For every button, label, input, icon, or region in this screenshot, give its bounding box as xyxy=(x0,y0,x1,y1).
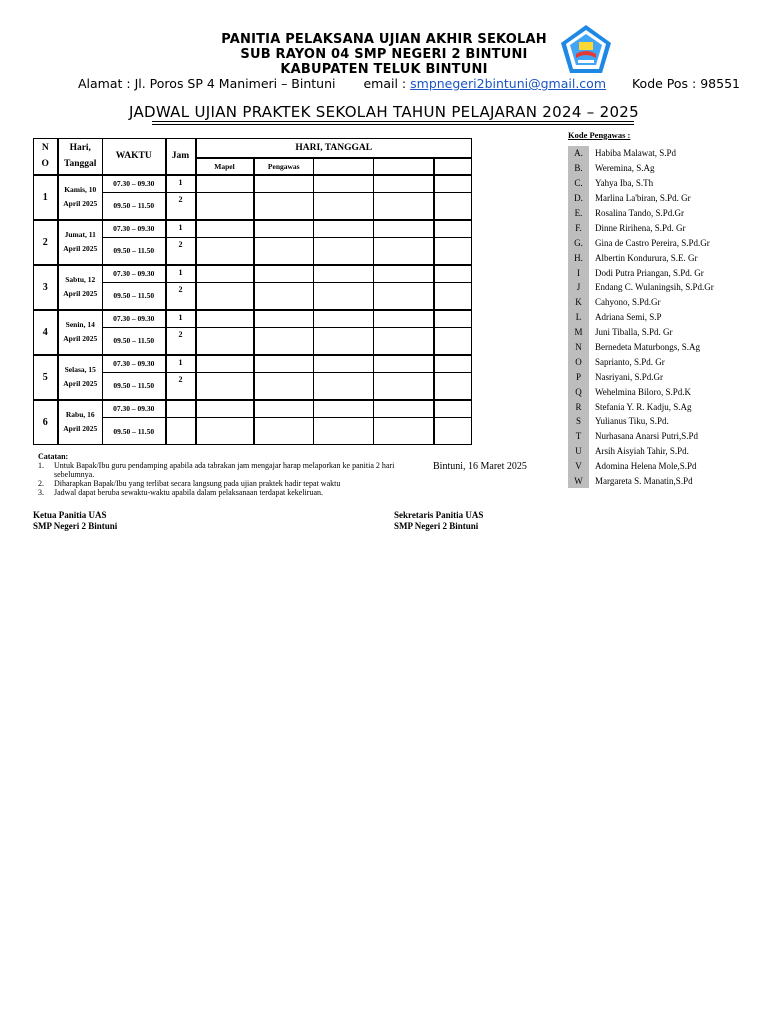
supervisor-name: Arsih Aisyiah Tahir, S.Pd. xyxy=(595,446,689,457)
signature-left-org: SMP Negeri 2 Bintuni xyxy=(33,521,118,531)
table-row xyxy=(34,220,472,238)
row-empty-cell[interactable] xyxy=(314,310,374,328)
list-item xyxy=(568,280,714,295)
supervisor-code: O xyxy=(568,354,589,369)
row-empty-cell[interactable] xyxy=(434,400,472,418)
row-time-1: 07.30 – 09.30 xyxy=(103,400,166,418)
committee-name: PANITIA PELAKSANA UJIAN AKHIR SEKOLAH xyxy=(221,32,547,47)
row-empty-cell[interactable] xyxy=(374,193,434,220)
row-mapel-cell[interactable] xyxy=(196,283,254,310)
note-text: Diharapkan Bapak/Ibu yang terlibat secara langsung pada ujian praktek hadir tepat waktu xyxy=(54,479,341,488)
supervisor-name: Saprianto, S.Pd. Gr xyxy=(595,356,665,367)
row-day: Rabu, 16 April 2025 xyxy=(58,400,103,445)
list-item xyxy=(568,265,714,280)
row-number: 1 xyxy=(34,175,58,220)
row-number: 3 xyxy=(34,265,58,310)
row-empty-cell[interactable] xyxy=(434,355,472,373)
row-pengawas-cell[interactable] xyxy=(254,310,314,328)
row-empty-cell[interactable] xyxy=(314,220,374,238)
row-pengawas-cell[interactable] xyxy=(254,238,314,265)
table-row xyxy=(34,175,472,193)
sub-rayon: SUB RAYON 04 SMP NEGERI 2 BINTUNI xyxy=(240,47,528,62)
header-no: N O xyxy=(34,139,58,175)
header-jam: Jam xyxy=(166,139,196,175)
row-empty-cell[interactable] xyxy=(374,328,434,355)
row-jam-1: 1 xyxy=(166,175,196,193)
row-mapel-cell[interactable] xyxy=(196,373,254,400)
header-mapel: Mapel xyxy=(196,158,254,175)
row-empty-cell[interactable] xyxy=(434,418,472,445)
supervisor-code: I xyxy=(568,265,589,280)
table-row xyxy=(34,400,472,418)
row-jam-1: 1 xyxy=(166,220,196,238)
signature-left-title: Ketua Panitia UAS xyxy=(33,510,107,520)
kode-pengawas-title: Kode Pengawas : xyxy=(568,130,631,140)
email-link[interactable]: smpnegeri2bintuni@gmail.com xyxy=(410,76,607,91)
row-empty-cell[interactable] xyxy=(314,193,374,220)
supervisor-code: E. xyxy=(568,206,589,221)
list-item xyxy=(568,414,714,429)
supervisor-code: S xyxy=(568,414,589,429)
row-empty-cell[interactable] xyxy=(374,418,434,445)
list-item xyxy=(568,325,714,340)
list-item xyxy=(568,459,714,474)
row-empty-cell[interactable] xyxy=(434,265,472,283)
supervisor-name: Wehelmina Biloro, S.Pd.K xyxy=(595,386,692,397)
list-item xyxy=(568,176,714,191)
header-date-group: HARI, TANGGAL xyxy=(196,139,472,158)
note-number: 1. xyxy=(38,461,44,470)
list-item xyxy=(568,220,714,235)
supervisor-code: V xyxy=(568,459,589,474)
row-empty-cell[interactable] xyxy=(314,283,374,310)
row-jam-2: 2 xyxy=(166,328,196,355)
list-item xyxy=(568,235,714,250)
supervisor-code: H. xyxy=(568,250,589,265)
row-day: Kamis, 10 April 2025 xyxy=(58,175,103,220)
list-item xyxy=(568,399,714,414)
supervisor-name: Dinne Ririhena, S.Pd. Gr xyxy=(595,222,686,233)
row-day: Sabtu, 12 April 2025 xyxy=(58,265,103,310)
supervisor-name: Habiba Malawat, S.Pd xyxy=(595,148,676,159)
row-empty-cell[interactable] xyxy=(314,373,374,400)
title-rule-thin xyxy=(152,124,634,125)
row-time-2: 09.50 – 11.50 xyxy=(103,238,166,265)
row-pengawas-cell[interactable] xyxy=(254,373,314,400)
supervisor-name: Marlina La'biran, S.Pd. Gr xyxy=(595,193,691,204)
row-time-2: 09.50 – 11.50 xyxy=(103,283,166,310)
header-empty xyxy=(374,158,434,175)
row-empty-cell[interactable] xyxy=(374,238,434,265)
row-time-1: 07.30 – 09.30 xyxy=(103,355,166,373)
row-empty-cell[interactable] xyxy=(374,175,434,193)
supervisor-name: Albertin Kondurura, S.E. Gr xyxy=(595,252,698,263)
row-empty-cell[interactable] xyxy=(434,373,472,400)
supervisor-code: M xyxy=(568,325,589,340)
list-item xyxy=(568,340,714,355)
row-number: 6 xyxy=(34,400,58,445)
supervisor-code: C. xyxy=(568,176,589,191)
row-empty-cell[interactable] xyxy=(374,220,434,238)
row-day: Senin, 14 April 2025 xyxy=(58,310,103,355)
note-number: 3. xyxy=(38,488,44,497)
list-item xyxy=(568,310,714,325)
supervisor-code: D. xyxy=(568,191,589,206)
row-day: Selasa, 15 April 2025 xyxy=(58,355,103,400)
supervisor-name: Juni Tiballa, S.Pd. Gr xyxy=(595,327,673,338)
table-row xyxy=(34,310,472,328)
supervisor-code: N xyxy=(568,340,589,355)
table-row xyxy=(34,355,472,373)
school-logo xyxy=(560,24,612,74)
row-pengawas-cell[interactable] xyxy=(254,220,314,238)
row-jam-2: 2 xyxy=(166,283,196,310)
regency: KABUPATEN TELUK BINTUNI xyxy=(280,62,488,77)
supervisor-code: A. xyxy=(568,146,589,161)
supervisor-code: P xyxy=(568,369,589,384)
row-pengawas-cell[interactable] xyxy=(254,175,314,193)
row-pengawas-cell[interactable] xyxy=(254,265,314,283)
supervisor-name: Yulianus Tiku, S.Pd. xyxy=(595,416,669,427)
row-empty-cell[interactable] xyxy=(314,265,374,283)
supervisor-name: Cahyono, S.Pd.Gr xyxy=(595,297,661,308)
row-pengawas-cell[interactable] xyxy=(254,418,314,445)
supervisor-name: Weremina, S.Ag xyxy=(595,163,655,174)
note-item xyxy=(38,461,418,479)
row-jam-1: 1 xyxy=(166,310,196,328)
header-empty xyxy=(314,158,374,175)
row-mapel-cell[interactable] xyxy=(196,175,254,193)
supervisor-code: B. xyxy=(568,161,589,176)
row-empty-cell[interactable] xyxy=(434,328,472,355)
list-item xyxy=(568,354,714,369)
list-item xyxy=(568,444,714,459)
header-day: Hari, Tanggal xyxy=(58,139,103,175)
header-empty xyxy=(434,158,472,175)
row-empty-cell[interactable] xyxy=(374,373,434,400)
row-number: 4 xyxy=(34,310,58,355)
row-jam-2: 2 xyxy=(166,238,196,265)
row-pengawas-cell[interactable] xyxy=(254,328,314,355)
note-text: Jadwal dapat beruba sewaktu-waktu apabila dalam pelaksanaan terdapat kekeliruan. xyxy=(54,488,323,497)
supervisor-name: Endang C. Wulaningsih, S.Pd.Gr xyxy=(595,282,714,293)
row-empty-cell[interactable] xyxy=(314,418,374,445)
row-jam-2: 2 xyxy=(166,373,196,400)
address: Alamat : Jl. Poros SP 4 Manimeri – Bintuni xyxy=(78,76,336,91)
row-jam-1 xyxy=(166,400,196,418)
row-mapel-cell[interactable] xyxy=(196,220,254,238)
signature-right-org: SMP Negeri 2 Bintuni xyxy=(394,521,479,531)
list-item xyxy=(568,295,714,310)
supervisor-code: R xyxy=(568,399,589,414)
supervisor-name: Gina de Castro Pereira, S.Pd.Gr xyxy=(595,237,710,248)
header-time: WAKTU xyxy=(103,139,166,175)
notes xyxy=(38,452,418,497)
row-pengawas-cell[interactable] xyxy=(254,283,314,310)
row-mapel-cell[interactable] xyxy=(196,238,254,265)
note-item xyxy=(38,488,418,497)
kode-pengawas-list xyxy=(568,146,714,488)
row-time-1: 07.30 – 09.30 xyxy=(103,175,166,193)
supervisor-code: F. xyxy=(568,220,589,235)
supervisor-code: Q xyxy=(568,384,589,399)
row-time-2: 09.50 – 11.50 xyxy=(103,373,166,400)
row-empty-cell[interactable] xyxy=(314,175,374,193)
notes-caption: Catatan: xyxy=(38,452,69,461)
supervisor-code: J xyxy=(568,280,589,295)
row-mapel-cell[interactable] xyxy=(196,400,254,418)
row-time-2: 09.50 – 11.50 xyxy=(103,418,166,445)
row-empty-cell[interactable] xyxy=(434,283,472,310)
row-jam-2: 2 xyxy=(166,193,196,220)
title-rule xyxy=(152,121,634,122)
row-empty-cell[interactable] xyxy=(374,283,434,310)
row-empty-cell[interactable] xyxy=(314,238,374,265)
table-row xyxy=(34,265,472,283)
postcode: Kode Pos : 98551 xyxy=(631,76,740,91)
row-empty-cell[interactable] xyxy=(314,355,374,373)
list-item xyxy=(568,429,714,444)
row-empty-cell[interactable] xyxy=(374,310,434,328)
list-item xyxy=(568,161,714,176)
supervisor-code: U xyxy=(568,444,589,459)
row-pengawas-cell[interactable] xyxy=(254,355,314,373)
row-empty-cell[interactable] xyxy=(374,265,434,283)
supervisor-name: Dodi Putra Priangan, S.Pd. Gr xyxy=(595,267,704,278)
supervisor-code: W xyxy=(568,474,589,489)
supervisor-name: Adriana Semi, S.P xyxy=(595,312,662,323)
row-time-1: 07.30 – 09.30 xyxy=(103,310,166,328)
list-item xyxy=(568,384,714,399)
row-empty-cell[interactable] xyxy=(434,238,472,265)
list-item xyxy=(568,369,714,384)
row-empty-cell[interactable] xyxy=(434,175,472,193)
note-number: 2. xyxy=(38,479,44,488)
row-number: 2 xyxy=(34,220,58,265)
row-empty-cell[interactable] xyxy=(434,220,472,238)
row-mapel-cell[interactable] xyxy=(196,310,254,328)
supervisor-name: Yahya Iba, S.Th xyxy=(595,178,654,189)
row-mapel-cell[interactable] xyxy=(196,328,254,355)
supervisor-name: Adomina Helena Mole,S.Pd xyxy=(595,461,697,472)
row-empty-cell[interactable] xyxy=(374,355,434,373)
supervisor-name: Nurhasana Anarsi Putri,S.Pd xyxy=(595,431,698,442)
row-empty-cell[interactable] xyxy=(434,310,472,328)
row-mapel-cell[interactable] xyxy=(196,418,254,445)
address-line xyxy=(78,76,740,91)
note-text: Untuk Bapak/Ibu guru pendamping apabila ada tabrakan jam mengajar harap melaporkan ke panitia 2 hari sebelumnya. xyxy=(54,461,395,479)
row-pengawas-cell[interactable] xyxy=(254,400,314,418)
supervisor-name: Stefania Y. R. Kadju, S.Ag xyxy=(595,401,692,412)
row-number: 5 xyxy=(34,355,58,400)
row-empty-cell[interactable] xyxy=(314,328,374,355)
supervisor-code: T xyxy=(568,429,589,444)
row-empty-cell[interactable] xyxy=(314,400,374,418)
list-item xyxy=(568,206,714,221)
place-date: Bintuni, 16 Maret 2025 xyxy=(433,461,527,472)
header-pengawas: Pengawas xyxy=(254,158,314,175)
list-item xyxy=(568,191,714,206)
row-mapel-cell[interactable] xyxy=(196,193,254,220)
row-jam-1: 1 xyxy=(166,355,196,373)
list-item xyxy=(568,474,714,489)
supervisor-code: K xyxy=(568,295,589,310)
supervisor-name: Bernedeta Maturbongs, S.Ag xyxy=(595,342,700,353)
row-time-1: 07.30 – 09.30 xyxy=(103,265,166,283)
email-label: email : xyxy=(363,76,407,91)
schedule-table xyxy=(33,138,472,445)
list-item xyxy=(568,146,714,161)
list-item xyxy=(568,250,714,265)
signature-left xyxy=(33,510,117,532)
row-day: Jumat, 11 April 2025 xyxy=(58,220,103,265)
signature-right xyxy=(394,510,483,532)
supervisor-code: G. xyxy=(568,235,589,250)
row-time-2: 09.50 – 11.50 xyxy=(103,328,166,355)
row-time-2: 09.50 – 11.50 xyxy=(103,193,166,220)
row-empty-cell[interactable] xyxy=(434,193,472,220)
supervisor-code: L xyxy=(568,310,589,325)
document-title: JADWAL UJIAN PRAKTEK SEKOLAH TAHUN PELAJARAN 2024 – 2025 xyxy=(129,103,639,121)
row-jam-2 xyxy=(166,418,196,445)
note-item xyxy=(38,479,418,488)
row-pengawas-cell[interactable] xyxy=(254,193,314,220)
supervisor-name: Rosalina Tando, S.Pd.Gr xyxy=(595,208,684,218)
row-time-1: 07.30 – 09.30 xyxy=(103,220,166,238)
supervisor-name: Nasriyani, S.Pd.Gr xyxy=(595,371,663,382)
signature-right-title: Sekretaris Panitia UAS xyxy=(394,510,484,520)
supervisor-name: Margareta S. Manatin,S.Pd xyxy=(595,476,693,487)
row-empty-cell[interactable] xyxy=(374,400,434,418)
row-mapel-cell[interactable] xyxy=(196,355,254,373)
row-jam-1: 1 xyxy=(166,265,196,283)
row-mapel-cell[interactable] xyxy=(196,265,254,283)
